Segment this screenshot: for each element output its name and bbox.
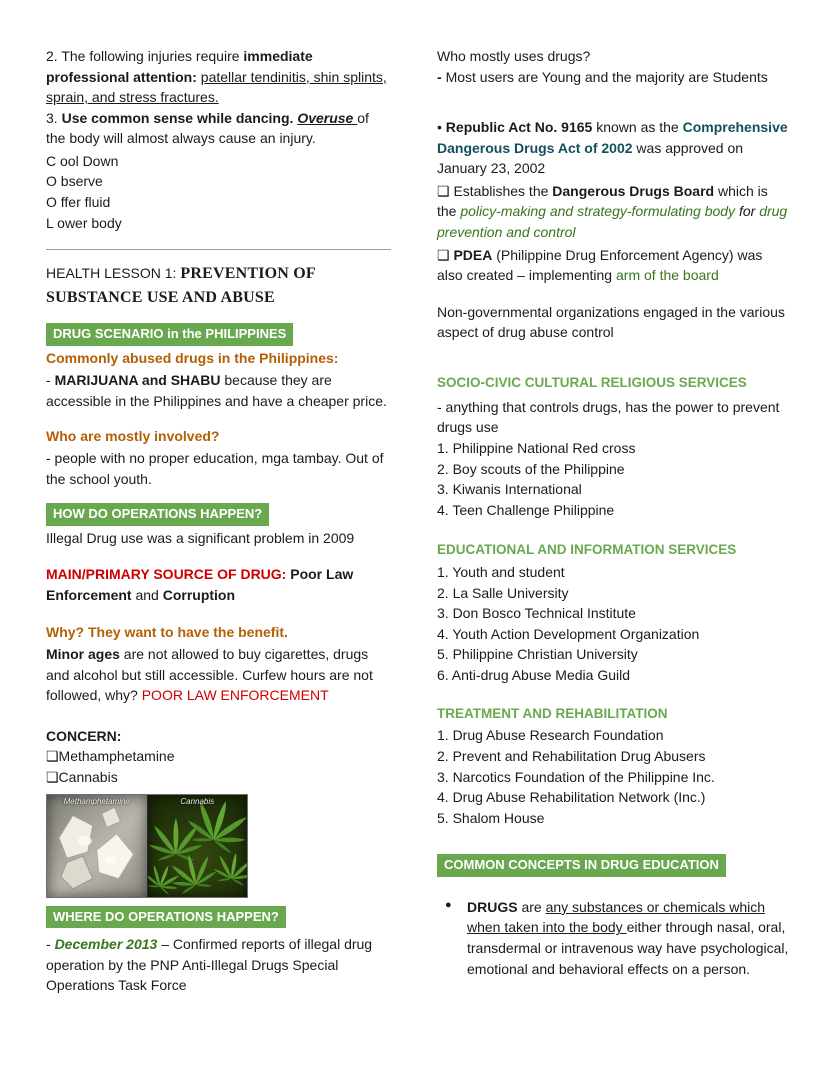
list-item: 3. Kiwanis International xyxy=(437,481,582,498)
text-run-green-italic: drug prevention and control xyxy=(437,203,788,241)
methamphetamine-photo xyxy=(47,795,147,897)
text-run-green: arm of the board xyxy=(616,267,719,284)
list-item: 3. Don Bosco Technical Institute xyxy=(437,605,636,622)
paragraph-operations: Illegal Drug use was a significant problem in 2009 xyxy=(46,529,355,546)
text-run: Most users are Young and the majority are Students xyxy=(445,68,768,85)
cool-line: O ffer fluid xyxy=(46,194,111,211)
text-run: of the body will almost always cause an injury. xyxy=(46,109,369,147)
text-run: and xyxy=(131,586,163,603)
badge-drug-scenario: DRUG SCENARIO in the PHILIPPINES xyxy=(46,323,293,346)
badge-wrap xyxy=(46,503,391,526)
text-run-bold: Corruption xyxy=(162,586,236,603)
heading-educational: EDUCATIONAL AND INFORMATION SERVICES xyxy=(437,542,737,558)
photo-label-cannabis: Cannabis xyxy=(180,796,215,806)
badge-wrap xyxy=(46,323,391,346)
text-run-teal-bold: Comprehensive Dangerous Drugs Act of 2002 xyxy=(437,119,788,156)
text-run: - xyxy=(46,372,55,389)
text-run: are not allowed to buy cigarettes, drugs and alcohol but still accessible. Curfew hours are not followed, why? xyxy=(46,646,373,704)
paragraph-socio-intro: - anything that controls drugs, has the power to prevent drugs use xyxy=(437,398,780,436)
text-run-italic: for xyxy=(735,203,760,220)
text-run-red-bold: MAIN/PRIMARY SOURCE OF DRUG: xyxy=(46,566,291,583)
paragraph-pdea xyxy=(437,245,790,286)
list-item: 5. Philippine Christian University xyxy=(437,646,638,663)
cannabis-leaves-illustration xyxy=(148,795,248,897)
text-run: either through nasal, oral, transdermal or intravenous way have psychological, emotional and behavioral effects on a person. xyxy=(467,919,789,977)
list-item: 2. Boy scouts of the Philippine xyxy=(437,460,625,477)
paragraph-ngo: Non-governmental organizations engaged in the various aspect of drug abuse control xyxy=(437,303,785,341)
heading-treatment: TREATMENT AND REHABILITATION xyxy=(437,705,668,721)
socio-list xyxy=(437,438,790,520)
text-run: 3. xyxy=(46,109,62,126)
text-run: (Philippine Drug Enforcement Agency) was also created – implementing xyxy=(437,246,763,284)
list-item: 3. Narcotics Foundation of the Philippine Inc. xyxy=(437,768,715,785)
text-run-bold: immediate professional attention: xyxy=(46,48,313,85)
text-run-bold: MARIJUANA and SHABU xyxy=(54,372,221,389)
list-item: 4. Youth Action Development Organization xyxy=(437,625,700,642)
paragraph-republic-act xyxy=(437,117,790,179)
heading-main-source xyxy=(46,564,391,605)
paragraph-who-involved: - people with no proper education, mga tambay. Out of the school youth. xyxy=(46,450,384,487)
cannabis-photo xyxy=(147,795,248,897)
concern-item: ❑Cannabis xyxy=(46,769,118,785)
paragraph-why-benefit xyxy=(46,644,391,706)
text-run-bold: Use common sense while dancing. xyxy=(61,109,298,126)
text-run-bold: Minor ages xyxy=(46,646,120,663)
cool-acrostic xyxy=(46,151,391,233)
educational-list xyxy=(437,562,790,685)
text-run: ❑ Establishes the xyxy=(437,182,553,199)
heading-who-involved: Who are mostly involved? xyxy=(46,427,220,444)
text-run-bold: - xyxy=(437,68,446,85)
list-item: 4. Teen Challenge Philippine xyxy=(437,501,615,518)
badge-how-operations: HOW DO OPERATIONS HAPPEN? xyxy=(46,503,269,526)
crystals-illustration xyxy=(47,795,147,897)
text-run-bold: PDEA xyxy=(453,246,493,263)
bullet-glyph: ● xyxy=(445,898,452,911)
list-item: 5. Shalom House xyxy=(437,809,545,826)
paragraph-drugs-definition xyxy=(467,897,790,979)
text-run: which is the xyxy=(437,182,768,220)
heading-why-benefit: Why? They want to have the benefit. xyxy=(46,623,288,640)
text-run: known as the xyxy=(592,119,683,136)
right-column xyxy=(437,46,790,996)
text-run-red: POOR LAW ENFORCEMENT xyxy=(141,687,329,704)
text-run: ❑ xyxy=(437,246,454,263)
cool-line: L ower body xyxy=(46,214,122,231)
heading-commonly-abused: Commonly abused drugs in the Philippines: xyxy=(46,349,339,366)
text-run-bold: Republic Act No. 9165 xyxy=(445,119,593,136)
list-item: 2. La Salle University xyxy=(437,584,569,601)
paragraph-who-uses xyxy=(437,67,790,88)
paragraph-dangerous-drugs-board xyxy=(437,181,790,243)
bullet-glyph: • xyxy=(437,119,446,136)
badge-where-operations: WHERE DO OPERATIONS HAPPEN? xyxy=(46,906,286,929)
text-run-bold: DRUGS xyxy=(467,898,518,915)
drugs-definition xyxy=(437,897,790,979)
drugs-photo xyxy=(46,794,248,898)
paragraph-commonly-abused xyxy=(46,370,391,411)
text-run: was approved on January 23, 2002 xyxy=(437,139,744,177)
paragraph-injuries xyxy=(46,46,391,108)
text-run: because they are accessible in the Philippines and have a cheaper price. xyxy=(46,372,387,409)
text-run: 2. The following injuries require xyxy=(46,48,244,64)
text-run: - xyxy=(46,936,55,953)
list-item: 1. Drug Abuse Research Foundation xyxy=(437,727,664,744)
concern-item: ❑Methamphetamine xyxy=(46,748,175,765)
list-item: 1. Youth and student xyxy=(437,564,565,581)
text-run-bold: Dangerous Drugs Board xyxy=(552,182,715,199)
list-item: 6. Anti-drug Abuse Media Guild xyxy=(437,666,631,683)
photo-label-methamphetamine: Methamphetamine xyxy=(63,796,130,806)
badge-wrap xyxy=(46,906,391,929)
text-run-overuse: Overuse xyxy=(297,109,358,126)
text-run-underline: patellar tendinitis, shin splints, sprain, and stress fractures. xyxy=(46,68,387,106)
heading-socio-civic: SOCIO-CIVIC CULTURAL RELIGIOUS SERVICES xyxy=(437,374,747,390)
lesson-heading-prefix: HEALTH LESSON 1: xyxy=(46,265,181,282)
lesson-heading-title: PREVENTION OF SUBSTANCE USE AND ABUSE xyxy=(46,265,316,306)
text-run: – Confirmed reports of illegal drug operation by the PNP Anti-Illegal Drugs Special Operations Task Force xyxy=(46,936,373,994)
cool-line: O bserve xyxy=(46,173,103,190)
section-divider xyxy=(46,249,391,250)
text-run-bold: Poor Law Enforcement xyxy=(46,566,354,603)
treatment-list xyxy=(437,725,790,828)
cool-line: C ool Down xyxy=(46,152,119,169)
text-run-date: December 2013 xyxy=(54,936,158,953)
badge-common-concepts: COMMON CONCEPTS IN DRUG EDUCATION xyxy=(437,854,726,877)
list-item: 4. Drug Abuse Rehabilitation Network (Inc.) xyxy=(437,789,706,806)
text-run-underline: any substances or chemicals which when taken into the body xyxy=(467,898,766,936)
list-item: 1. Philippine National Red cross xyxy=(437,439,636,456)
paragraph-where-operations xyxy=(46,934,391,996)
heading-who-uses: Who mostly uses drugs? xyxy=(437,48,591,64)
badge-wrap xyxy=(437,854,790,877)
list-item: 2. Prevent and Rehabilitation Drug Abusers xyxy=(437,747,706,764)
lesson-heading xyxy=(46,262,391,309)
text-run: are xyxy=(517,898,546,915)
heading-concern: CONCERN: xyxy=(46,727,122,744)
text-run-green-italic: policy-making and strategy-formulating body xyxy=(460,203,736,220)
left-column xyxy=(46,46,391,996)
paragraph-common-sense xyxy=(46,108,391,149)
